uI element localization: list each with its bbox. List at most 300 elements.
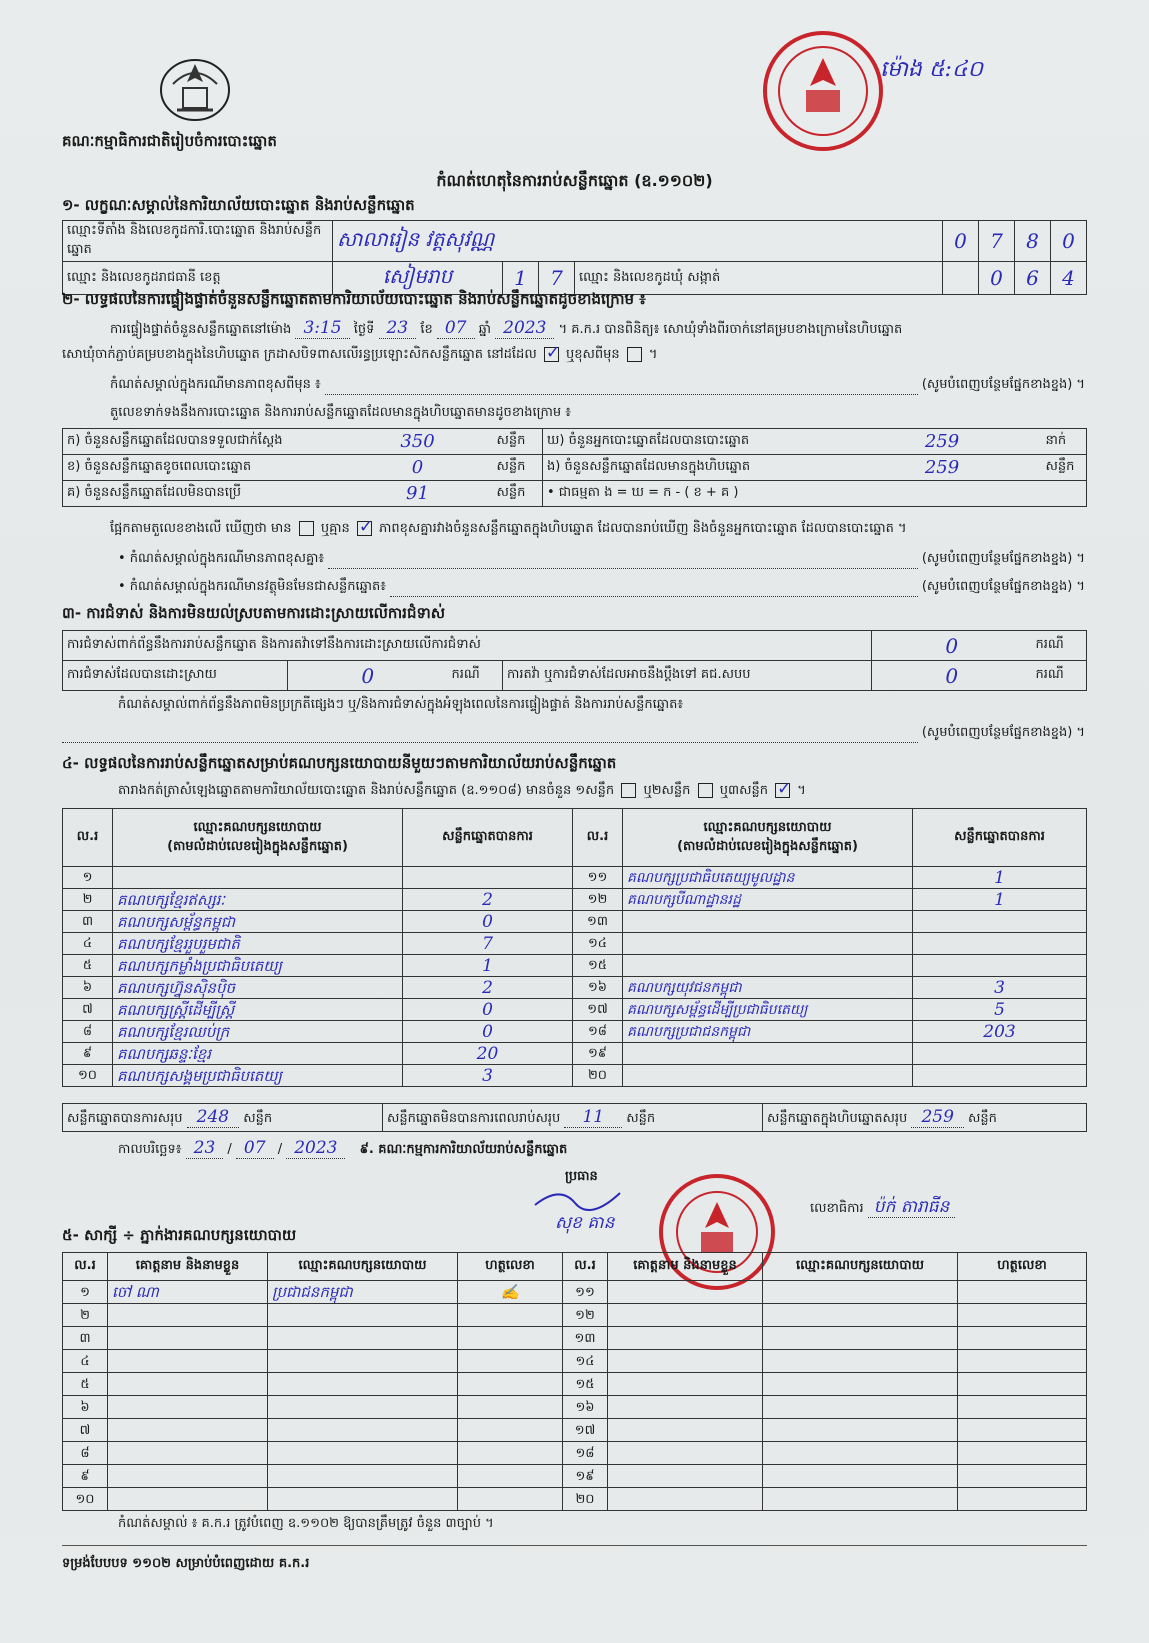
same-checkbox[interactable] [544, 347, 559, 362]
party-name-right: គណបក្សយុវជនកម្ពុជា [623, 977, 913, 999]
witness-sign-left [458, 1419, 563, 1442]
total-valid-unit: សន្លឹក [243, 1110, 273, 1126]
witness-no-left: ១០ [63, 1488, 108, 1511]
verify-year-label: ឆ្នាំ [478, 322, 492, 337]
fig-e-value: 259 [843, 455, 1042, 481]
party-results-table [62, 808, 1087, 1087]
chief-name: សុខ គាន [555, 1213, 615, 1233]
witness-name-right [608, 1419, 763, 1442]
party-name-left: គណបក្សឆន្ទៈខ្មែរ [113, 1043, 403, 1065]
note-diff-label: កំណត់សម្គាល់ក្នុងករណីមានភាពខុសពីមុន ៖ [110, 377, 321, 392]
witness-party-right [763, 1281, 958, 1304]
witness-party-right [763, 1488, 958, 1511]
note-object-more: (សូមបំពេញបន្ថែមផ្នែកខាងខ្នង) ។ [921, 579, 1085, 594]
table-row [63, 1465, 1087, 1488]
section-4-heading: ៤- លទ្ធផលនៃការរាប់សន្លឹកឆ្នោតសម្រាប់គណបក្សនយោបាយនីមួយៗតាមការិយាល័យរាប់សន្លឹកឆ្នោត [62, 754, 617, 772]
chief-signature [530, 1185, 630, 1215]
witness-party-left [268, 1327, 458, 1350]
party-no-left: ១០ [63, 1065, 113, 1087]
note-difference-label: • កំណត់សម្គាល់ក្នុងករណីមានភាពខុសគ្នា៖ [118, 551, 325, 566]
irregularity-note-line [62, 724, 1085, 743]
witness-no-left: ៣ [63, 1327, 108, 1350]
witness-party-left [268, 1304, 458, 1327]
party-name-right [623, 1065, 913, 1087]
witness-name-left [108, 1442, 268, 1465]
witness-name-right [608, 1350, 763, 1373]
col-no-left: ល.រ [63, 809, 113, 867]
footer-divider [62, 1545, 1087, 1546]
date-line: កាលបរិច្ឆេទ៖ 23 / 07 / 2023 ៩. គណៈកម្មការការិយាល័យរាប់សន្លឹកឆ្នោត [118, 1138, 568, 1158]
table-row [63, 1488, 1087, 1511]
w-col-sign-right: ហត្ថលេខា [958, 1253, 1087, 1281]
party-votes-right: 5 [913, 999, 1087, 1021]
total-box-unit: សន្លឹក [968, 1110, 997, 1126]
party-no-left: ៧ [63, 999, 113, 1021]
party-name-right: គណបក្សសម្ព័ន្ធដើម្បីប្រជាធិបតេយ្យ [623, 999, 913, 1021]
col-party-right-sub: (តាមលំដាប់លេខរៀងក្នុងសន្លឹកឆ្នោត) [677, 838, 858, 854]
party-votes-left: 0 [403, 911, 573, 933]
witness-sign-right [958, 1373, 1087, 1396]
table-row [63, 1396, 1087, 1419]
verify-line-1 [110, 318, 1090, 340]
commune-code-2: 6 [1015, 262, 1051, 295]
party-no-right: ១៣ [573, 911, 623, 933]
party-no-left: ៣ [63, 911, 113, 933]
table-row [63, 1327, 1087, 1350]
witness-rows [63, 1281, 1087, 1511]
witness-sign-right [958, 1442, 1087, 1465]
witness-name-right [608, 1327, 763, 1350]
table-row [63, 1350, 1087, 1373]
resolved-label: ការជំទាស់ដែលបានដោះស្រាយ [63, 661, 288, 691]
party-votes-right: 3 [913, 977, 1087, 999]
objection-count: 0 [872, 631, 1032, 661]
party-no-right: ១៤ [573, 933, 623, 955]
official-stamp-top [758, 28, 888, 153]
witness-no-left: ២ [63, 1304, 108, 1327]
col-no-right: ល.រ [573, 809, 623, 867]
col-party-left-sub: (តាមលំដាប់លេខរៀងក្នុងសន្លឹកឆ្នោត) [167, 838, 348, 854]
party-votes-left: 2 [403, 977, 573, 999]
commune-code-1: 0 [979, 262, 1015, 295]
witness-no-left: ៨ [63, 1442, 108, 1465]
table-row [63, 911, 1087, 933]
fig-d-value: 259 [843, 429, 1042, 455]
fig-b-value: 0 [343, 455, 493, 481]
witness-name-left [108, 1488, 268, 1511]
fig-c-label: គ) ចំនួនសន្លឹកឆ្នោតដែលមិនបានប្រើ [63, 481, 343, 507]
witness-name-left [108, 1465, 268, 1488]
w-col-sign-left: ហត្ថលេខា [458, 1253, 563, 1281]
witness-no-right: ១៦ [563, 1396, 608, 1419]
witness-no-right: ១៨ [563, 1442, 608, 1465]
witness-footnote: កំណត់សម្គាល់ ៖ គ.ក.រ ត្រូវបំពេញ ឧ.១១០២ ឱ្យបានត្រឹមត្រូវ ចំនួន ៣ច្បាប់ ។ [118, 1516, 494, 1531]
verify-month-label: ខែ [420, 322, 433, 337]
table-row [63, 1304, 1087, 1327]
appeal-label: ការតវ៉ា ឬការជំទាស់ដែលអាចនឹងប្តឹងទៅ គជ.សបប [503, 661, 872, 691]
fig-b-unit: សន្លឹក [493, 455, 543, 481]
province-code-1: 1 [503, 262, 539, 295]
date-year: 2023 [286, 1138, 345, 1159]
has-diff-checkbox[interactable] [299, 521, 314, 536]
witness-name-left [108, 1396, 268, 1419]
witness-sign-right [958, 1465, 1087, 1488]
witness-no-right: ១៤ [563, 1350, 608, 1373]
note-diff-field[interactable] [325, 376, 918, 395]
party-name-right [623, 1043, 913, 1065]
tally-sheets-1-label: តារាងកត់ត្រាសំឡេងឆ្នោតតាមការិយាល័យបោះឆ្នោត និងរាប់សន្លឹកឆ្នោត (ឧ.១១០៨) មានចំនួន ១សន្លឹក [118, 783, 615, 798]
witness-name-right [608, 1465, 763, 1488]
witness-no-right: ១៣ [563, 1327, 608, 1350]
note-difference-more: (សូមបំពេញបន្ថែមផ្នែកខាងខ្នង) ។ [921, 551, 1085, 566]
party-no-left: ៦ [63, 977, 113, 999]
party-no-left: ៤ [63, 933, 113, 955]
total-valid: 248 [187, 1107, 239, 1128]
party-no-left: ៨ [63, 1021, 113, 1043]
witness-no-right: ១១ [563, 1281, 608, 1304]
witness-party-left [268, 1488, 458, 1511]
fig-a-label: ក) ចំនួនសន្លឹកឆ្នោតដែលបានទទួលជាក់ស្តែង [63, 429, 343, 455]
party-votes-right: 1 [913, 867, 1087, 889]
witness-party-right [763, 1350, 958, 1373]
witness-name-right [608, 1373, 763, 1396]
witness-no-right: ១៧ [563, 1419, 608, 1442]
party-votes-right [913, 1065, 1087, 1087]
commune-code-3: 4 [1051, 262, 1087, 295]
party-name-right [623, 933, 913, 955]
party-no-right: ១២ [573, 889, 623, 911]
irregularity-note-field[interactable] [62, 724, 918, 743]
w-col-party-right: ឈ្មោះគណបក្សនយោបាយ [763, 1253, 958, 1281]
verify-day: 23 [379, 318, 417, 339]
party-votes-left: 20 [403, 1043, 573, 1065]
w-col-no-right: ល.រ [563, 1253, 608, 1281]
section-3-heading: ៣- ការជំទាស់ និងការមិនយល់ស្របតាមការដោះស្រាយលើការជំទាស់ [62, 604, 446, 622]
witness-sign-right [958, 1350, 1087, 1373]
w-col-party-left: ឈ្មោះគណបក្សនយោបាយ [268, 1253, 458, 1281]
fig-formula: • ជាធម្មតា ង = ឃ = ក - ( ខ + គ ) [543, 481, 1087, 507]
ballot-figures-table [62, 428, 1087, 507]
fig-d-unit: នាក់ [1042, 429, 1087, 455]
party-name-left: គណបក្សសង្គមប្រជាធិបតេយ្យ [113, 1065, 403, 1087]
w-col-no-left: ល.រ [63, 1253, 108, 1281]
witness-sign-left [458, 1465, 563, 1488]
three-sheets-checkbox[interactable] [775, 783, 790, 798]
note-difference-field[interactable] [328, 550, 918, 569]
witness-party-right [763, 1419, 958, 1442]
compare-line [110, 520, 907, 539]
witness-party-left: ប្រជាជនកម្ពុជា [268, 1281, 458, 1304]
col-votes-left: សន្លឹកឆ្នោតបានការ [403, 809, 573, 867]
office-code-4: 0 [1051, 221, 1087, 262]
witness-sign-left [458, 1442, 563, 1465]
party-name-left: គណបក្សកម្លាំងប្រជាធិបតេយ្យ [113, 955, 403, 977]
total-valid-label: សន្លឹកឆ្នោតបានការសរុប [67, 1110, 183, 1126]
province-label: ឈ្មោះ និងលេខកូដរាជធានី ខេត្ត [63, 262, 333, 295]
secretary-line [810, 1196, 955, 1221]
witness-name-right [608, 1488, 763, 1511]
party-name-left: គណបក្សហ្វ៊ុនស៊ិនប៉ិច [113, 977, 403, 999]
office-value: សាលារៀន វត្តសុវណ្ណ [333, 221, 943, 262]
verify-time: 3:15 [295, 318, 349, 339]
different-label: ឬខុសពីមុន [565, 347, 620, 362]
province-value: សៀមរាប [333, 262, 503, 295]
note-diff-more: (សូមបំពេញបន្ថែមផ្នែកខាងខ្នង) ។ [921, 377, 1085, 392]
witness-sign-left [458, 1396, 563, 1419]
section-1-table [62, 220, 1087, 295]
witness-sign-left [458, 1327, 563, 1350]
witness-name-left [108, 1350, 268, 1373]
office-code-2: 7 [979, 221, 1015, 262]
party-no-right: ២០ [573, 1065, 623, 1087]
party-name-right: គណបក្សប្រជាជនកម្ពុជា [623, 1021, 913, 1043]
party-no-left: ១ [63, 867, 113, 889]
witness-party-right [763, 1373, 958, 1396]
different-checkbox[interactable] [627, 347, 642, 362]
section-2-heading: ២- លទ្ធផលនៃការផ្ទៀងផ្ទាត់ចំនួនសន្លឹកឆ្នោតតាមការិយាល័យបោះឆ្នោត និងរាប់សន្លឹកឆ្នោតដូចខាងក្រោម ៖ [62, 290, 646, 308]
office-code-3: 8 [1015, 221, 1051, 262]
col-party-right [623, 809, 913, 867]
party-votes-right [913, 955, 1087, 977]
office-code-1: 0 [943, 221, 979, 262]
witness-name-left [108, 1419, 268, 1442]
fig-e-label: ង) ចំនួនសន្លឹកឆ្នោតដែលមានក្នុងហិបឆ្នោត [543, 455, 843, 481]
witness-party-right [763, 1304, 958, 1327]
totals-table [62, 1103, 1087, 1132]
verify-time-label: ការផ្ទៀងផ្ទាត់ចំនួនសន្លឹកឆ្នោតនៅម៉ោង [110, 322, 292, 337]
party-votes-left: 0 [403, 1021, 573, 1043]
party-votes-right: 1 [913, 889, 1087, 911]
party-name-right: គណបក្សប្រជាធិបតេយ្យមូលដ្ឋាន [623, 867, 913, 889]
fig-b-label: ខ) ចំនួនសន្លឹកឆ្នោតខូចពេលបោះឆ្នោត [63, 455, 343, 481]
appeal-count: 0 [872, 661, 1032, 691]
irregularity-note-label: កំណត់សម្គាល់ពាក់ព័ន្ធនឹងភាពមិនប្រក្រតីផ្សេងៗ ឬ/និងការជំទាស់ក្នុងអំឡុងពេលនៃការផ្ទៀងផ្ទាត់ និងការរាប់សន្លឹកឆ្នោត៖ [118, 697, 684, 712]
witness-party-left [268, 1396, 458, 1419]
note-object-field[interactable] [390, 578, 918, 597]
witness-party-right [763, 1465, 958, 1488]
party-name-right [623, 911, 913, 933]
stamp-time-handwriting: ម៉ោង ៥:៤០ [880, 57, 984, 82]
witness-sign-right [958, 1281, 1087, 1304]
table-row [63, 889, 1087, 911]
total-box: 259 [911, 1107, 963, 1128]
committee-label: ៩. គណៈកម្មការការិយាល័យរាប់សន្លឹកឆ្នោត [359, 1142, 568, 1157]
date-day: 23 [186, 1138, 224, 1159]
total-valid-cell [63, 1104, 383, 1132]
section-5-heading: ៥- សាក្សី ÷ ភ្នាក់ងារគណបក្សនយោបាយ [62, 1226, 297, 1244]
witness-name-left [108, 1373, 268, 1396]
total-invalid-label: សន្លឹកឆ្នោតមិនបានការពេលរាប់សរុប [387, 1110, 561, 1126]
party-name-left: គណបក្សខ្មែរឥស្សរៈ [113, 889, 403, 911]
date-label: កាលបរិច្ឆេទ៖ [118, 1142, 182, 1157]
fig-e-unit: សន្លឹក [1042, 455, 1087, 481]
witness-no-left: ១ [63, 1281, 108, 1304]
secretary-label: លេខាធិការ [810, 1201, 864, 1216]
table-row [63, 977, 1087, 999]
figures-intro: តួលេខទាក់ទងនឹងការបោះឆ្នោត និងការរាប់សន្លឹកឆ្នោតដែលមានក្នុងហិបឆ្នោតមានដូចខាងក្រោម ៖ [110, 405, 571, 420]
resolved-unit: ករណី [448, 661, 503, 691]
witness-sign-left [458, 1488, 563, 1511]
witness-no-right: ១៥ [563, 1373, 608, 1396]
w-col-name-left: គោត្តនាម និងនាមខ្លួន [108, 1253, 268, 1281]
party-no-left: ៩ [63, 1043, 113, 1065]
witness-party-left [268, 1350, 458, 1373]
party-no-right: ១៧ [573, 999, 623, 1021]
party-votes-left: 1 [403, 955, 573, 977]
note-diff-line [110, 376, 1085, 395]
witness-sign-left [458, 1304, 563, 1327]
note-object-line [118, 578, 1085, 597]
verify-text-a: ។ គ.ក.រ បានពិនិត្យ៖ សោឃុំទាំងពីរចាក់នៅគម្របខាងក្រោមនៃហិបឆ្នោត [558, 322, 903, 337]
form-title: កំណត់ហេតុនៃការរាប់សន្លឹកឆ្នោត (ឧ.១១០២) [436, 171, 713, 190]
witness-no-left: ៧ [63, 1419, 108, 1442]
witness-party-right [763, 1396, 958, 1419]
witness-party-left [268, 1419, 458, 1442]
witness-no-left: ៩ [63, 1465, 108, 1488]
witness-no-right: ២០ [563, 1488, 608, 1511]
witness-table [62, 1252, 1087, 1511]
total-invalid-cell [383, 1104, 763, 1132]
witness-sign-left: ✍ [458, 1281, 563, 1304]
form-footer: ទម្រង់បែបបទ ១១០២ សម្រាប់បំពេញដោយ គ.ក.រ [62, 1556, 310, 1571]
compare-text: ភាពខុសគ្នារវាងចំនួនសន្លឹកឆ្នោតក្នុងហិបឆ្នោត ដែលបានរាប់ឃើញ និងចំនួនអ្នកបោះឆ្នោត ដែលបានបោះឆ្នោត ។ [379, 521, 907, 536]
party-votes-right: 203 [913, 1021, 1087, 1043]
one-sheet-checkbox[interactable] [621, 783, 636, 798]
witness-no-left: ៤ [63, 1350, 108, 1373]
table-row [63, 933, 1087, 955]
table-row [63, 999, 1087, 1021]
witness-sign-right [958, 1327, 1087, 1350]
witness-party-right [763, 1442, 958, 1465]
section-1-heading: ១- លក្ខណៈសម្គាល់នៃការិយាល័យបោះឆ្នោត និងរាប់សន្លឹកឆ្នោត [62, 196, 415, 214]
tally-sheets-3-label: ឬ៣សន្លឹក [719, 783, 768, 798]
chief-label: ប្រធាន [565, 1169, 598, 1184]
note-object-label: • កំណត់សម្គាល់ក្នុងករណីមានវត្ថុមិនមែនជាសន្លឹកឆ្នោត៖ [118, 579, 386, 594]
party-rows [63, 867, 1087, 1087]
irregularity-note-more: (សូមបំពេញបន្ថែមផ្នែកខាងខ្នង) ។ [921, 725, 1085, 740]
party-no-right: ១៥ [573, 955, 623, 977]
secretary-name: ប៉ក់ តារាធីន [868, 1197, 956, 1218]
table-row [63, 1281, 1087, 1304]
party-name-left: គណបក្សខ្មែរឈប់ក្រ [113, 1021, 403, 1043]
total-box-cell [763, 1104, 1087, 1132]
province-code-2: 7 [539, 262, 575, 295]
verify-month: 07 [437, 318, 475, 339]
fig-c-unit: សន្លឹក [493, 481, 543, 507]
nec-emblem [155, 52, 235, 124]
verify-day-label: ថ្ងៃទី [353, 322, 375, 337]
party-votes-left: 0 [403, 999, 573, 1021]
table-row [63, 1021, 1087, 1043]
commune-code-blank [943, 262, 979, 295]
party-name-left [113, 867, 403, 889]
party-no-right: ១៩ [573, 1043, 623, 1065]
party-votes-left: 7 [403, 933, 573, 955]
note-difference-line [118, 550, 1085, 569]
resolved-count: 0 [288, 661, 448, 691]
witness-name-right [608, 1304, 763, 1327]
total-invalid-unit: សន្លឹក [626, 1110, 656, 1126]
witness-name-left: ចៅ ណា [108, 1281, 268, 1304]
party-no-right: ១៦ [573, 977, 623, 999]
table-row [63, 1373, 1087, 1396]
commune-label: ឈ្មោះ និងលេខកូដឃុំ សង្កាត់ [575, 262, 943, 295]
col-votes-right: សន្លឹកឆ្នោតបានការ [913, 809, 1087, 867]
witness-name-right [608, 1281, 763, 1304]
party-no-left: ២ [63, 889, 113, 911]
party-votes-right [913, 911, 1087, 933]
witness-party-left [268, 1373, 458, 1396]
no-diff-checkbox[interactable] [357, 521, 372, 536]
objection-unit: ករណី [1032, 631, 1087, 661]
party-votes-left: 3 [403, 1065, 573, 1087]
compare-none-label: ឬគ្មាន [320, 521, 350, 536]
witness-party-right [763, 1327, 958, 1350]
col-party-left-title: ឈ្មោះគណបក្សនយោបាយ [193, 819, 322, 835]
party-votes-right [913, 933, 1087, 955]
witness-no-right: ១២ [563, 1304, 608, 1327]
table-row [63, 1065, 1087, 1087]
two-sheets-checkbox[interactable] [698, 783, 713, 798]
witness-name-right [608, 1396, 763, 1419]
col-party-right-title: ឈ្មោះគណបក្សនយោបាយ [703, 819, 832, 835]
col-party-left [113, 809, 403, 867]
witness-no-right: ១៩ [563, 1465, 608, 1488]
total-box-label: សន្លឹកឆ្នោតក្នុងហិបឆ្នោតសរុប [767, 1110, 908, 1126]
party-votes-right [913, 1043, 1087, 1065]
fig-a-value: 350 [343, 429, 493, 455]
total-invalid: 11 [564, 1107, 622, 1128]
witness-sign-left [458, 1373, 563, 1396]
appeal-unit: ករណី [1032, 661, 1087, 691]
table-row [63, 1419, 1087, 1442]
table-row [63, 955, 1087, 977]
witness-sign-right [958, 1304, 1087, 1327]
verify-year: 2023 [495, 318, 554, 339]
party-no-left: ៥ [63, 955, 113, 977]
party-name-right: គណបក្សបីណាដ្ឋានរដ្ឋ [623, 889, 913, 911]
verify-line-2: សោឃុំចាក់ភ្ជាប់គម្របខាងក្នុងនៃហិបឆ្នោត ក្រដាសបិទពាសលើរន្ធប្រឡោះសិកសន្លឹកឆ្នោត នៅដដែល ✓ ឬខុសពីមុន ។ [62, 346, 657, 365]
office-label: ឈ្មោះទីតាំង និងលេខកូដការិ.បោះឆ្នោត និងរាប់សន្លឹកឆ្នោត [63, 221, 333, 262]
witness-sign-right [958, 1396, 1087, 1419]
fig-a-unit: សន្លឹក [493, 429, 543, 455]
party-votes-left: 2 [403, 889, 573, 911]
witness-party-left [268, 1465, 458, 1488]
table-row [63, 1043, 1087, 1065]
party-votes-left [403, 867, 573, 889]
verify-text-b: សោឃុំចាក់ភ្ជាប់គម្របខាងក្នុងនៃហិបឆ្នោត ក្រដាសបិទពាសលើរន្ធប្រឡោះសិកសន្លឹកឆ្នោត នៅដដែល [62, 347, 537, 362]
witness-sign-right [958, 1488, 1087, 1511]
party-no-right: ១៨ [573, 1021, 623, 1043]
party-name-left: គណបក្សស្ត្រីដើម្បីស្ត្រី [113, 999, 403, 1021]
party-name-left: គណបក្សខ្មែររួបរួមជាតិ [113, 933, 403, 955]
tally-sheets-2-label: ឬ២សន្លឹក [643, 783, 691, 798]
objection-label: ការជំទាស់ពាក់ព័ន្ធនឹងការរាប់សន្លឹកឆ្នោត និងការតវ៉ាទៅនឹងការដោះស្រាយលើការជំទាស់ [63, 631, 872, 661]
witness-name-left [108, 1304, 268, 1327]
witness-party-left [268, 1442, 458, 1465]
compare-has-label: ផ្អែកតាមតួលេខខាងលើ ឃើញថា មាន [110, 521, 292, 536]
witness-name-right [608, 1442, 763, 1465]
party-name-right [623, 955, 913, 977]
witness-no-left: ៦ [63, 1396, 108, 1419]
w-col-name-right: គោត្តនាម និងនាមខ្លួន [608, 1253, 763, 1281]
objection-table [62, 630, 1087, 691]
witness-sign-right [958, 1419, 1087, 1442]
witness-name-left [108, 1327, 268, 1350]
party-name-left: គណបក្សសម្ព័ន្ធកម្ពុជា [113, 911, 403, 933]
witness-sign-left [458, 1350, 563, 1373]
party-no-right: ១១ [573, 867, 623, 889]
